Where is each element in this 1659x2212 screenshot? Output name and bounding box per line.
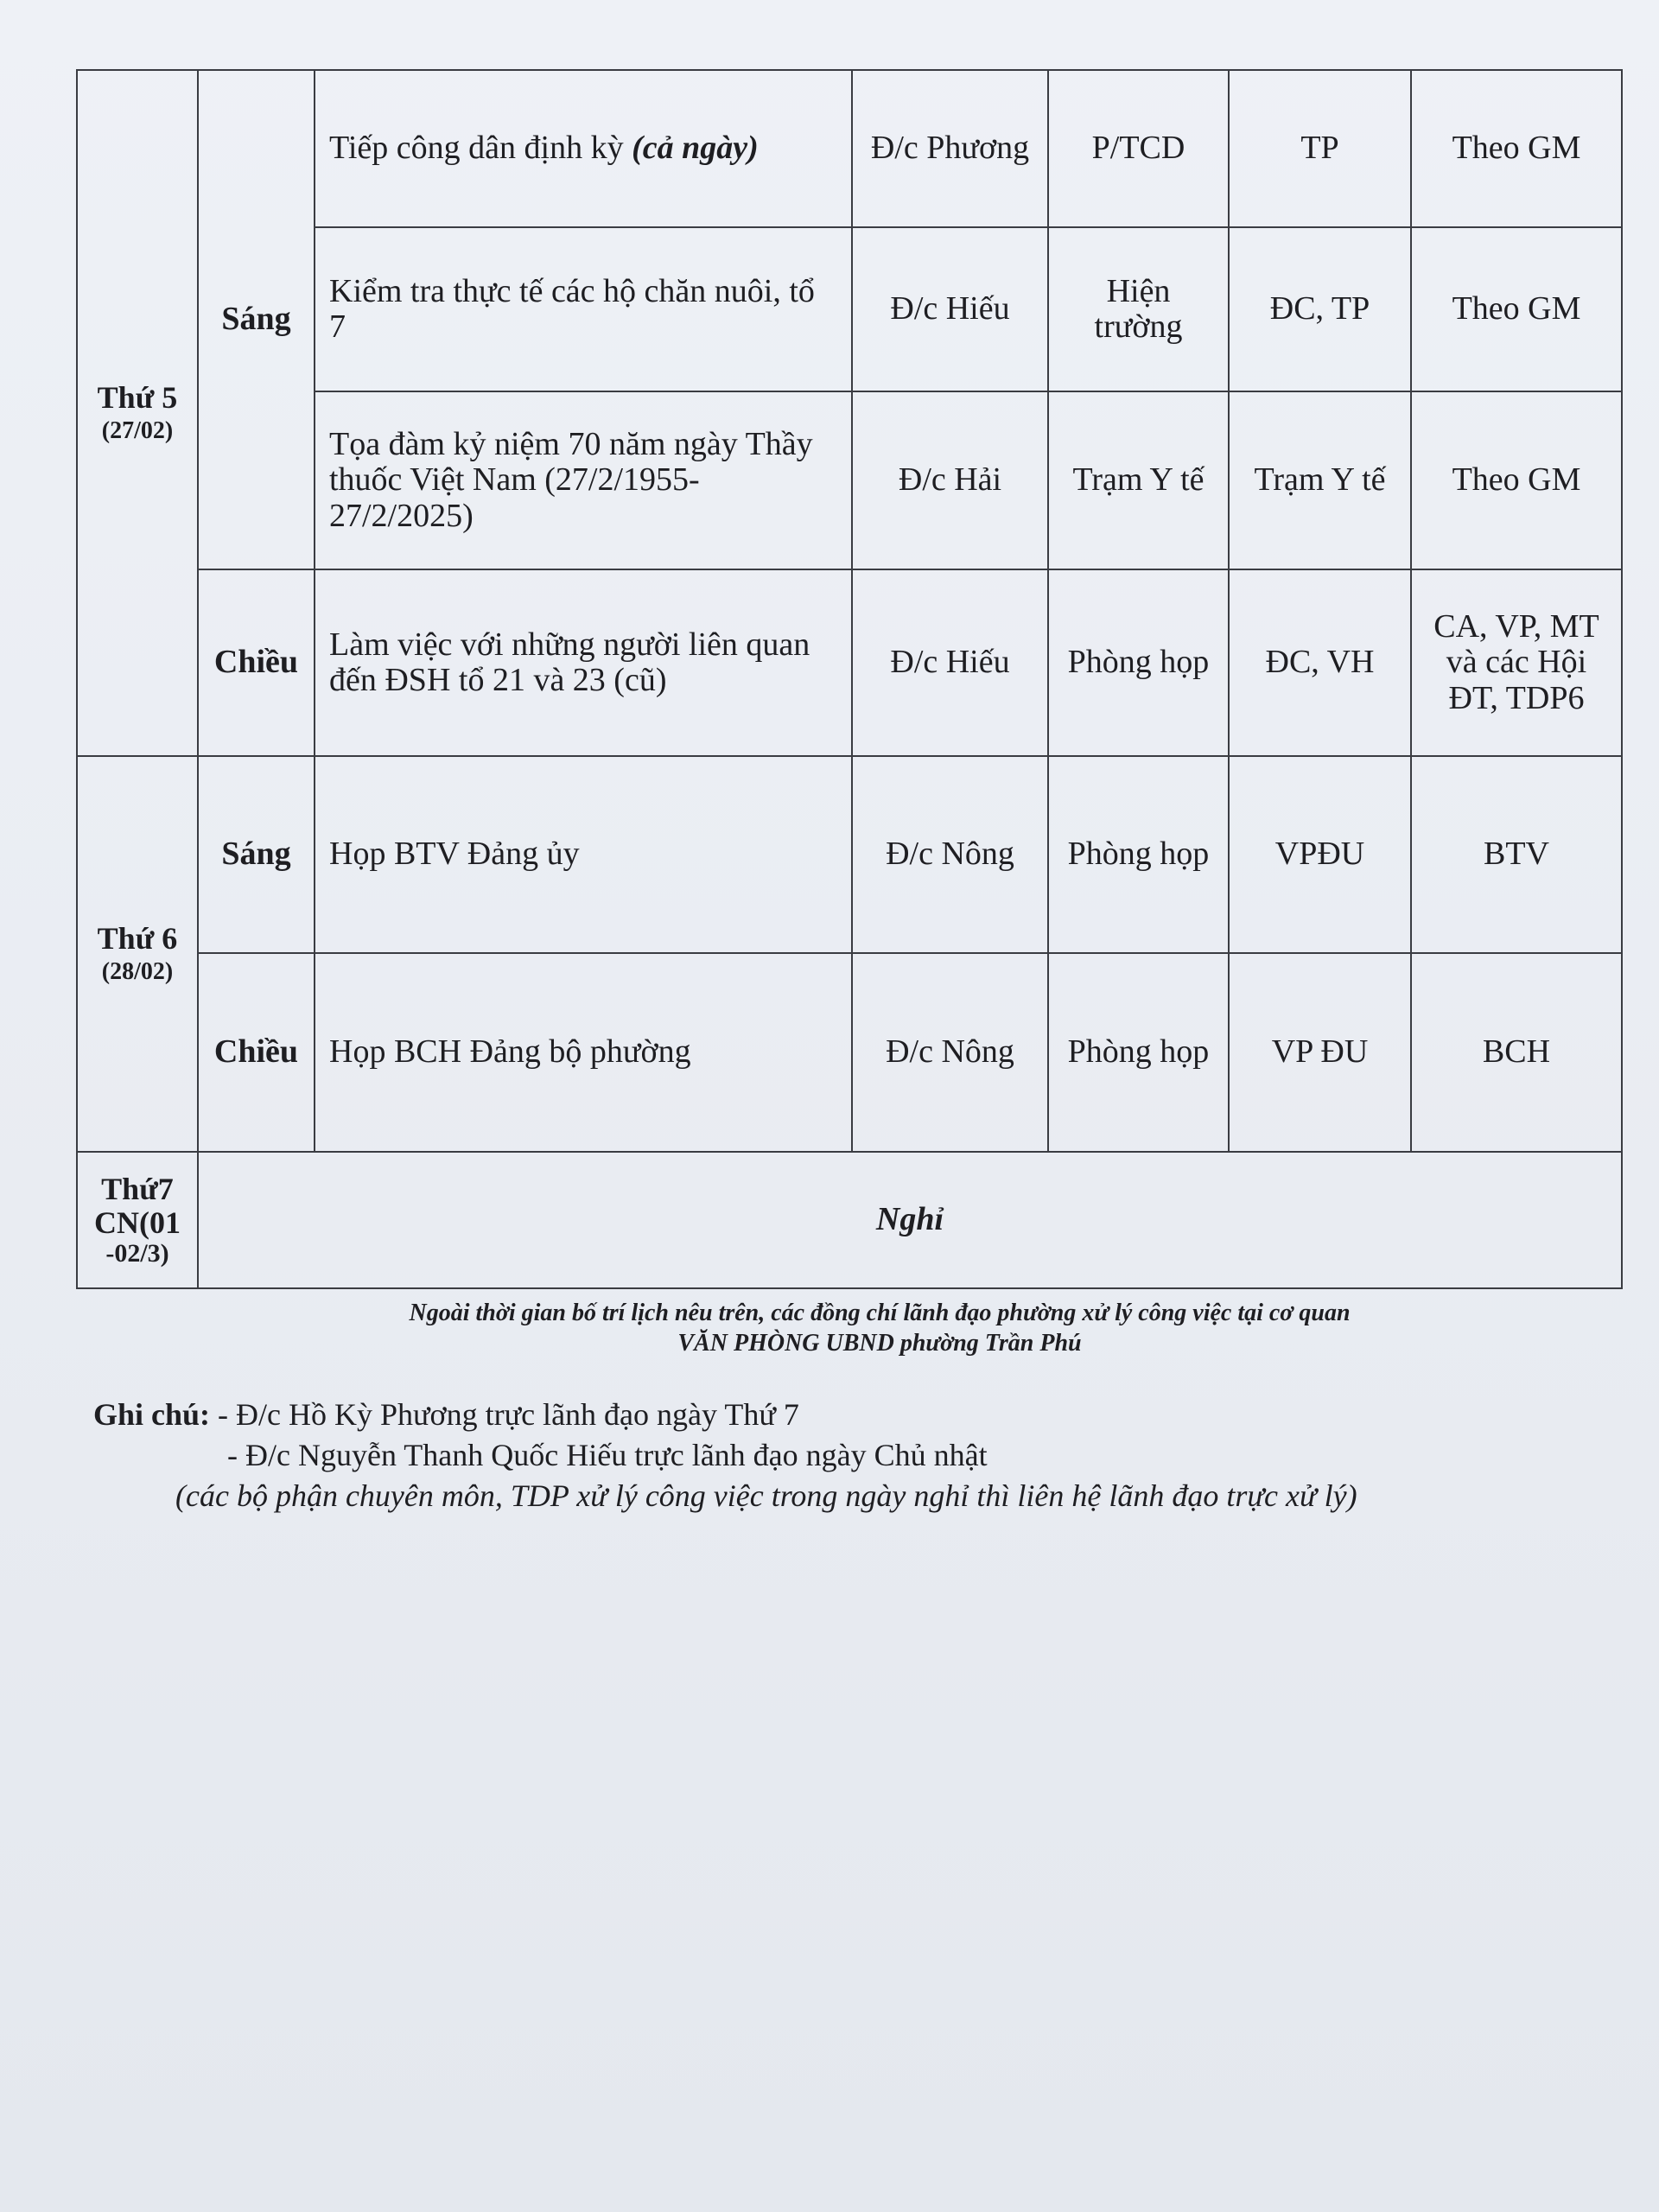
prepare-cell: TP [1229, 70, 1411, 227]
prepare-cell: ĐC, TP [1229, 227, 1411, 391]
note-item: - Đ/c Nguyễn Thanh Quốc Hiếu trực lãnh đạo ngày Chủ nhật [227, 1437, 988, 1472]
participants-cell: Theo GM [1411, 391, 1622, 569]
day-cell-thu6 [77, 756, 198, 1152]
participants-cell: Theo GM [1411, 70, 1622, 227]
off-label: Nghỉ [875, 1201, 944, 1238]
participants-cell: CA, VP, MT và các Hội ĐT, TDP6 [1411, 569, 1622, 756]
day-name: Thứ7 [101, 1171, 174, 1206]
table-row [77, 953, 1622, 1152]
place-cell: Trạm Y tế [1048, 391, 1229, 569]
content-cell: Kiểm tra thực tế các hộ chăn nuôi, tổ 7 [315, 227, 852, 391]
place-cell: Phòng họp [1048, 569, 1229, 756]
footer-office: VĂN PHÒNG UBND phường Trần Phú [677, 1330, 1082, 1357]
session-afternoon: Chiều [198, 569, 315, 756]
prepare-cell: ĐC, VH [1229, 569, 1411, 756]
place-cell: Phòng họp [1048, 953, 1229, 1152]
schedule-table [76, 69, 1623, 1289]
place-cell: Phòng họp [1048, 756, 1229, 953]
leader-cell: Đ/c Hiếu [852, 569, 1048, 756]
leader-cell: Đ/c Hiếu [852, 227, 1048, 391]
content-cell: Họp BCH Đảng bộ phường [315, 953, 852, 1152]
note-item: Ghi chú: - Đ/c Hồ Kỳ Phương trực lãnh đạo ngày Thứ 7 [93, 1397, 799, 1432]
session-morning: Sáng [198, 756, 315, 953]
day-date: -02/3) [105, 1238, 169, 1268]
day-cell-thu5 [77, 70, 198, 756]
table-row [77, 569, 1622, 756]
leader-cell: Đ/c Nông [852, 953, 1048, 1152]
day-date: (27/02) [101, 417, 174, 445]
day-name: CN(01 [94, 1205, 181, 1240]
table-row [77, 756, 1622, 953]
leader-cell: Đ/c Phương [852, 70, 1048, 227]
place-cell: Hiện trường [1048, 227, 1229, 391]
session-morning: Sáng [198, 70, 315, 569]
place-cell: P/TCD [1048, 70, 1229, 227]
off-cell [198, 1152, 1622, 1288]
content-cell: Làm việc với những người liên quan đến ĐSH tổ 21 và 23 (cũ) [315, 569, 852, 756]
footer-line: Ngoài thời gian bố trí lịch nêu trên, các đồng chí lãnh đạo phường xử lý công việc tại cơ quan [409, 1300, 1351, 1326]
content-cell: Tọa đàm kỷ niệm 70 năm ngày Thầy thuốc Việt Nam (27/2/1955-27/2/2025) [315, 391, 852, 569]
leader-cell: Đ/c Nông [852, 756, 1048, 953]
schedule-sheet [76, 69, 1621, 1516]
prepare-cell: Trạm Y tế [1229, 391, 1411, 569]
prepare-cell: VP ĐU [1229, 953, 1411, 1152]
participants-cell: BTV [1411, 756, 1622, 953]
footer-note [180, 1298, 1580, 1358]
participants-cell: BCH [1411, 953, 1622, 1152]
table-row [77, 70, 1622, 227]
day-cell-weekend [77, 1152, 198, 1288]
leader-cell: Đ/c Hải [852, 391, 1048, 569]
notes-block [76, 1395, 1621, 1516]
prepare-cell: VPĐU [1229, 756, 1411, 953]
notes-label: Ghi chú: [93, 1397, 211, 1432]
table-row [77, 1152, 1622, 1288]
day-name: Thứ 6 [97, 921, 178, 957]
session-afternoon: Chiều [198, 953, 315, 1152]
content-cell: Họp BTV Đảng ủy [315, 756, 852, 953]
content-cell: Tiếp công dân định kỳ (cả ngày) [315, 70, 852, 227]
note-remark: (các bộ phận chuyên môn, TDP xử lý công việc trong ngày nghỉ thì liên hệ lãnh đạo trực xử lý) [175, 1478, 1357, 1513]
day-date: (28/02) [101, 958, 174, 986]
participants-cell: Theo GM [1411, 227, 1622, 391]
day-name: Thứ 5 [97, 380, 178, 416]
